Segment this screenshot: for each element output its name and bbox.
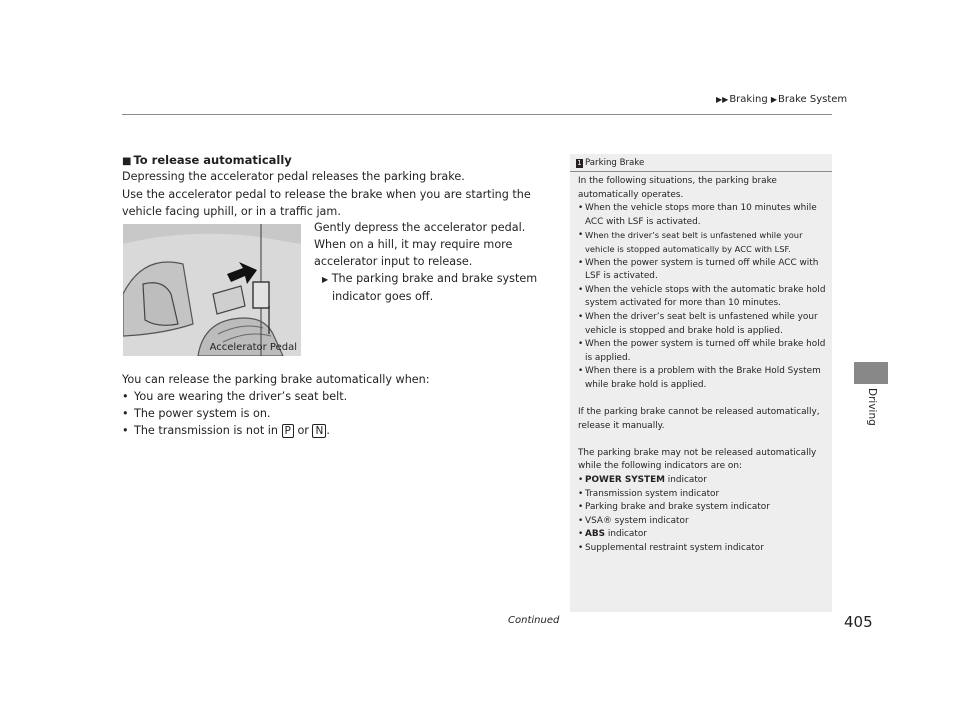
indicator-rest: indicator xyxy=(664,475,707,486)
breadcrumb xyxy=(716,94,847,105)
list-item xyxy=(578,365,826,392)
spacer xyxy=(578,393,826,407)
side-note xyxy=(570,154,832,612)
list-item xyxy=(578,338,826,365)
list-item xyxy=(578,311,826,338)
situation-text: When there is a problem with the Brake Hold System while brake hold is applied. xyxy=(585,366,821,390)
list-item xyxy=(578,257,826,284)
bullet-icon: • xyxy=(578,488,584,499)
situation-text: When the vehicle stops with the automatic brake hold system activated for more than 10 minutes. xyxy=(585,284,826,309)
condition-transmission xyxy=(134,422,330,439)
bullet-icon: • xyxy=(578,543,584,554)
condition-text: The power system is on. xyxy=(134,407,271,420)
conditions-block xyxy=(122,371,562,439)
note-manual-release: If the parking brake cannot be released automatically, release it manually. xyxy=(578,407,820,431)
note-indicators-intro: The parking brake may not be released automatically while the following indicators are on: xyxy=(578,447,817,472)
breadcrumb-braking: Braking xyxy=(729,94,768,105)
note-title-text: Parking Brake xyxy=(585,158,645,168)
indicator-bold: ABS xyxy=(585,529,606,540)
list-item xyxy=(578,488,826,502)
situation-text: When the power system is turned off while ACC with LSF is activated. xyxy=(585,257,819,282)
spacer xyxy=(578,433,826,447)
bullet-icon: • xyxy=(578,230,584,241)
triangle-right-icon: ▶ xyxy=(322,275,329,284)
bullet-icon: • xyxy=(578,475,584,486)
triangle-right-icon: ▶ xyxy=(770,95,778,104)
step-result-text: The parking brake and brake system indicator goes off. xyxy=(331,272,538,303)
bullet-icon: • xyxy=(578,366,584,377)
pedal-illustration xyxy=(123,224,301,356)
bullet-icon: • xyxy=(578,284,584,295)
list-item xyxy=(122,405,562,422)
keycap-n: N xyxy=(312,424,326,438)
situation-text: When the vehicle stops more than 10 minutes while ACC with LSF is activated. xyxy=(585,203,817,227)
procedure-steps xyxy=(314,219,554,305)
note-body xyxy=(578,175,826,556)
note-number-icon: 1 xyxy=(577,159,582,167)
keycap-p: P xyxy=(282,424,294,438)
list-item xyxy=(578,528,826,542)
section-title-text: To release automatically xyxy=(133,153,292,167)
list-item xyxy=(578,202,826,229)
list-item xyxy=(578,229,826,256)
bullet-icon: • xyxy=(578,502,584,513)
indicator-abs xyxy=(585,528,826,542)
indicator-transmission: Transmission system indicator xyxy=(585,488,720,499)
bullet-icon: • xyxy=(578,311,584,322)
list-item xyxy=(578,474,826,488)
indicator-vsa: VSA® system indicator xyxy=(585,515,689,526)
bullet-icon: • xyxy=(122,407,129,420)
list-item xyxy=(578,284,826,311)
step-line-2: When on a hill, it may require more accelerator input to release. xyxy=(314,238,513,268)
chapter-label-text: Driving xyxy=(866,388,878,426)
square-bullet-icon: ■ xyxy=(122,156,132,167)
breadcrumb-brake-system: Brake System xyxy=(778,94,848,105)
page-number: 405 xyxy=(844,613,873,631)
chapter-label xyxy=(848,388,894,448)
list-item xyxy=(578,515,826,529)
indicator-srs: Supplemental restraint system indicator xyxy=(585,543,764,554)
triangle-right-icon: ▶▶ xyxy=(716,95,729,104)
header-divider xyxy=(122,114,832,115)
continued-label: Continued xyxy=(508,615,560,626)
situation-text: When the driver’s seat belt is unfastened while your vehicle is stopped automatically by ACC with LSF. xyxy=(585,230,803,254)
bullet-icon: • xyxy=(578,339,584,350)
indicator-bold: POWER SYSTEM xyxy=(585,475,665,486)
accelerator-pedal-diagram xyxy=(123,224,301,356)
conditions-intro: You can release the parking brake automatically when: xyxy=(122,373,430,386)
bullet-icon: • xyxy=(578,515,584,526)
bullet-icon: • xyxy=(578,529,584,540)
bullet-icon: • xyxy=(578,203,584,214)
chapter-tab xyxy=(854,362,888,384)
transmission-prefix: The transmission is not in xyxy=(134,424,278,437)
step-line-1: Gently depress the accelerator pedal. xyxy=(314,221,526,234)
indicator-power-system xyxy=(585,474,826,488)
transmission-suffix: . xyxy=(326,424,330,437)
indicator-rest: indicator xyxy=(605,529,647,540)
list-item xyxy=(578,542,826,556)
step-result xyxy=(320,270,554,305)
transmission-or: or xyxy=(297,424,309,437)
list-item xyxy=(578,501,826,515)
bullet-icon: • xyxy=(122,424,129,437)
note-intro: In the following situations, the parking brake automatically operates. xyxy=(578,176,777,200)
bullet-icon: • xyxy=(578,257,584,268)
condition-text: You are wearing the driver’s seat belt. xyxy=(134,390,348,403)
list-item xyxy=(122,422,562,439)
paragraph-usage: Use the accelerator pedal to release the brake when you are starting the vehicle facing uphill, or in a traffic jam. xyxy=(122,188,531,218)
situation-text: When the power system is turned off while brake hold is applied. xyxy=(585,339,826,363)
list-item xyxy=(122,388,562,405)
bullet-icon: • xyxy=(122,390,129,403)
situation-text: When the driver’s seat belt is unfastened while your vehicle is stopped and brake hold is applied. xyxy=(585,311,818,336)
diagram-label: Accelerator Pedal xyxy=(209,342,297,353)
note-divider xyxy=(570,171,832,172)
paragraph-accelerator: Depressing the accelerator pedal releases the parking brake. xyxy=(122,170,465,183)
indicator-parking-brake: Parking brake and brake system indicator xyxy=(585,502,770,513)
note-title xyxy=(576,158,644,168)
